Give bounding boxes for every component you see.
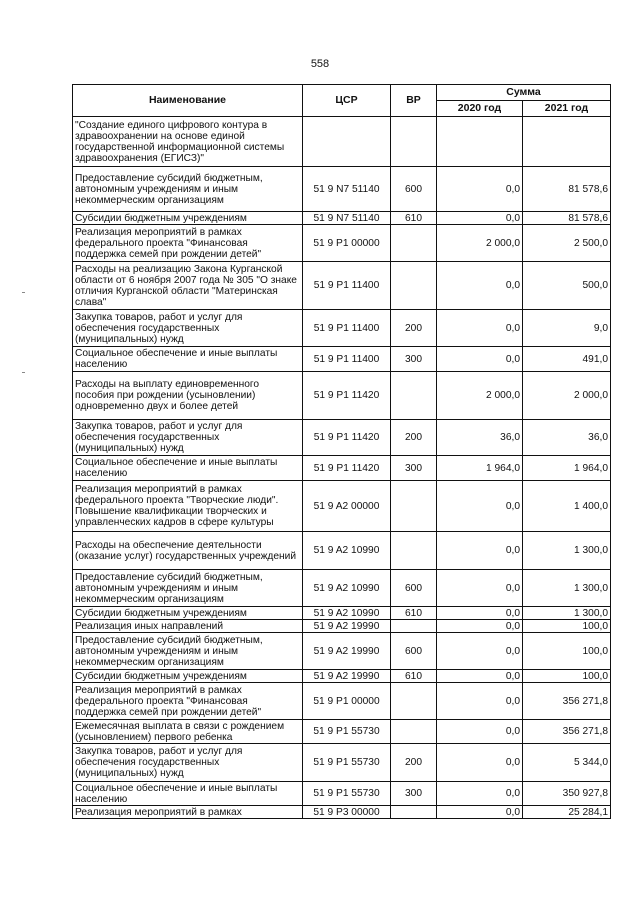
row-sum-2020: 0,0 <box>437 481 523 532</box>
scan-mark <box>22 372 25 373</box>
row-sum-2020: 0,0 <box>437 310 523 347</box>
row-csr: 51 9 P1 55730 <box>303 720 391 744</box>
row-name: Предоставление субсидий бюджетным, автономным учреждениям и иным некоммерческим организациям <box>73 167 303 212</box>
row-vr: 300 <box>391 456 437 481</box>
table-row <box>73 347 611 372</box>
row-sum-2020: 0,0 <box>437 806 523 819</box>
row-vr: 610 <box>391 212 437 225</box>
row-csr: 51 9 A2 19990 <box>303 633 391 670</box>
table-row <box>73 570 611 607</box>
row-csr: 51 9 P1 11420 <box>303 456 391 481</box>
row-name: Предоставление субсидий бюджетным, автономным учреждениям и иным некоммерческим организациям <box>73 570 303 607</box>
row-vr <box>391 225 437 262</box>
row-sum-2021: 2 500,0 <box>523 225 611 262</box>
table-row <box>73 720 611 744</box>
row-name: Реализация мероприятий в рамках федерального проекта "Творческие люди". Повышение квалификации творческих и управленческих кадров в сфере культуры <box>73 481 303 532</box>
row-sum-2021: 9,0 <box>523 310 611 347</box>
table-row <box>73 372 611 420</box>
page-number: 558 <box>310 58 330 70</box>
row-csr: 51 9 A2 10990 <box>303 607 391 620</box>
row-sum-2020: 0,0 <box>437 262 523 310</box>
header-year-2020: 2020 год <box>437 101 523 117</box>
row-sum-2021: 81 578,6 <box>523 212 611 225</box>
row-vr <box>391 262 437 310</box>
row-sum-2021: 1 964,0 <box>523 456 611 481</box>
row-vr <box>391 481 437 532</box>
row-sum-2020: 2 000,0 <box>437 372 523 420</box>
header-csr: ЦСР <box>303 85 391 117</box>
row-vr: 200 <box>391 420 437 456</box>
row-sum-2021: 81 578,6 <box>523 167 611 212</box>
row-csr: 51 9 A2 19990 <box>303 670 391 683</box>
row-vr: 200 <box>391 744 437 782</box>
table-row <box>73 633 611 670</box>
row-name: Ежемесячная выплата в связи с рождением (усыновлением) первого ребенка <box>73 720 303 744</box>
row-sum-2020: 0,0 <box>437 782 523 806</box>
row-name: Предоставление субсидий бюджетным, автономным учреждениям и иным некоммерческим организациям <box>73 633 303 670</box>
row-sum-2021: 100,0 <box>523 633 611 670</box>
row-name: Реализация иных направлений <box>73 620 303 633</box>
row-vr <box>391 372 437 420</box>
row-vr: 300 <box>391 782 437 806</box>
row-vr: 600 <box>391 633 437 670</box>
row-csr: 51 9 P1 55730 <box>303 744 391 782</box>
table-row <box>73 167 611 212</box>
row-vr <box>391 532 437 570</box>
row-csr: 51 9 A2 10990 <box>303 570 391 607</box>
row-sum-2020: 0,0 <box>437 532 523 570</box>
table-row <box>73 310 611 347</box>
row-vr: 610 <box>391 607 437 620</box>
row-sum-2020: 0,0 <box>437 670 523 683</box>
header-sum: Сумма <box>437 85 611 101</box>
scan-mark <box>22 292 25 293</box>
row-sum-2021: 36,0 <box>523 420 611 456</box>
row-name: Реализация мероприятий в рамках федерального проекта "Финансовая поддержка семей при рождении детей" <box>73 225 303 262</box>
row-name: Закупка товаров, работ и услуг для обеспечения государственных (муниципальных) нужд <box>73 420 303 456</box>
table-row <box>73 806 611 819</box>
row-sum-2021: 25 284,1 <box>523 806 611 819</box>
row-sum-2021: 491,0 <box>523 347 611 372</box>
row-name: Расходы на реализацию Закона Курганской области от 6 ноября 2007 года № 305 "О знаке отличия Курганской области "Материнская слава" <box>73 262 303 310</box>
row-sum-2021: 350 927,8 <box>523 782 611 806</box>
row-name: Закупка товаров, работ и услуг для обеспечения государственных (муниципальных) нужд <box>73 744 303 782</box>
row-sum-2020: 0,0 <box>437 212 523 225</box>
row-name: Социальное обеспечение и иные выплаты населению <box>73 456 303 481</box>
table-row <box>73 420 611 456</box>
row-vr: 600 <box>391 570 437 607</box>
row-csr: 51 9 A2 19990 <box>303 620 391 633</box>
row-csr: 51 9 P1 11400 <box>303 262 391 310</box>
header-year-2021: 2021 год <box>523 101 611 117</box>
row-sum-2021: 1 300,0 <box>523 607 611 620</box>
header-name: Наименование <box>73 85 303 117</box>
row-csr <box>303 117 391 167</box>
row-sum-2020 <box>437 117 523 167</box>
row-csr: 51 9 P1 55730 <box>303 782 391 806</box>
table-row <box>73 225 611 262</box>
row-csr: 51 9 A2 10990 <box>303 532 391 570</box>
table-row <box>73 117 611 167</box>
row-name: Социальное обеспечение и иные выплаты населению <box>73 347 303 372</box>
row-csr: 51 9 P1 11400 <box>303 347 391 372</box>
row-sum-2021: 356 271,8 <box>523 720 611 744</box>
row-sum-2020: 36,0 <box>437 420 523 456</box>
table-row <box>73 532 611 570</box>
row-vr: 600 <box>391 167 437 212</box>
row-name: Закупка товаров, работ и услуг для обеспечения государственных (муниципальных) нужд <box>73 310 303 347</box>
row-sum-2020: 0,0 <box>437 720 523 744</box>
row-name: Субсидии бюджетным учреждениям <box>73 670 303 683</box>
row-name: Реализация мероприятий в рамках федерального проекта "Финансовая поддержка семей при рождении детей" <box>73 683 303 720</box>
table-row <box>73 607 611 620</box>
row-vr: 200 <box>391 310 437 347</box>
row-name: Субсидии бюджетным учреждениям <box>73 212 303 225</box>
row-sum-2021: 1 300,0 <box>523 532 611 570</box>
row-csr: 51 9 P1 00000 <box>303 683 391 720</box>
row-sum-2021: 100,0 <box>523 620 611 633</box>
header-vr: ВР <box>391 85 437 117</box>
row-name: Субсидии бюджетным учреждениям <box>73 607 303 620</box>
row-csr: 51 9 P1 11420 <box>303 372 391 420</box>
row-sum-2021: 5 344,0 <box>523 744 611 782</box>
table-row <box>73 782 611 806</box>
row-csr: 51 9 P1 11400 <box>303 310 391 347</box>
table-row <box>73 744 611 782</box>
row-vr <box>391 806 437 819</box>
budget-table <box>72 84 611 819</box>
row-sum-2020: 1 964,0 <box>437 456 523 481</box>
row-vr: 610 <box>391 670 437 683</box>
row-vr <box>391 683 437 720</box>
row-sum-2020: 0,0 <box>437 620 523 633</box>
row-sum-2021: 500,0 <box>523 262 611 310</box>
row-sum-2021 <box>523 117 611 167</box>
row-vr <box>391 620 437 633</box>
row-sum-2020: 0,0 <box>437 633 523 670</box>
row-csr: 51 9 N7 51140 <box>303 167 391 212</box>
row-csr: 51 9 P1 11420 <box>303 420 391 456</box>
table-row <box>73 670 611 683</box>
row-sum-2020: 0,0 <box>437 607 523 620</box>
row-sum-2020: 0,0 <box>437 744 523 782</box>
row-sum-2020: 0,0 <box>437 683 523 720</box>
row-name: Реализация мероприятий в рамках <box>73 806 303 819</box>
row-csr: 51 9 P1 00000 <box>303 225 391 262</box>
row-name: Расходы на обеспечение деятельности (оказание услуг) государственных учреждений <box>73 532 303 570</box>
row-sum-2021: 2 000,0 <box>523 372 611 420</box>
row-sum-2021: 1 300,0 <box>523 570 611 607</box>
row-vr <box>391 117 437 167</box>
table-row <box>73 683 611 720</box>
table-row <box>73 456 611 481</box>
row-csr: 51 9 P3 00000 <box>303 806 391 819</box>
row-sum-2021: 356 271,8 <box>523 683 611 720</box>
row-sum-2020: 0,0 <box>437 570 523 607</box>
row-sum-2020: 0,0 <box>437 347 523 372</box>
table-row <box>73 620 611 633</box>
row-name: Расходы на выплату единовременного пособия при рождении (усыновлении) одновременно двух и более детей <box>73 372 303 420</box>
table-row <box>73 481 611 532</box>
row-vr: 300 <box>391 347 437 372</box>
row-sum-2020: 2 000,0 <box>437 225 523 262</box>
row-csr: 51 9 A2 00000 <box>303 481 391 532</box>
table-row <box>73 262 611 310</box>
row-name: Социальное обеспечение и иные выплаты населению <box>73 782 303 806</box>
row-sum-2020: 0,0 <box>437 167 523 212</box>
row-csr: 51 9 N7 51140 <box>303 212 391 225</box>
table-row <box>73 212 611 225</box>
row-name: "Создание единого цифрового контура в здравоохранении на основе единой государственной информационной системы здравоохранения (ЕГИСЗ)" <box>73 117 303 167</box>
row-sum-2021: 100,0 <box>523 670 611 683</box>
row-sum-2021: 1 400,0 <box>523 481 611 532</box>
row-vr <box>391 720 437 744</box>
